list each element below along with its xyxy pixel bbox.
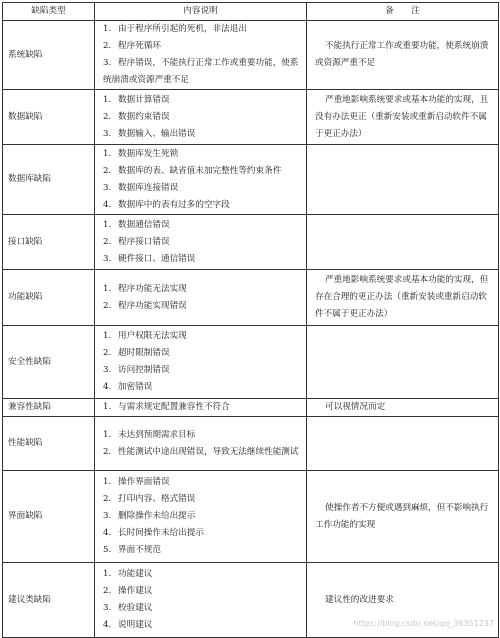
remark-cell (307, 471, 499, 563)
header-row (3, 3, 499, 21)
remark-text: 不能执行正常工作或重要功能，使系统崩溃或资源严重不足 (315, 41, 489, 68)
item-number: 2. (103, 111, 112, 122)
item-number: 4. (103, 528, 112, 538)
defect-type-cell: 界面缺陷 (3, 471, 95, 563)
item-number: 2. (103, 236, 112, 247)
item-number: 3. (103, 511, 112, 521)
remark-text: 可以视情况而定 (325, 402, 386, 412)
content-item (100, 298, 303, 315)
item-number: 4. (103, 199, 112, 210)
content-item (100, 362, 303, 379)
table-row (3, 270, 499, 326)
item-number: 3. (103, 182, 112, 193)
item-text: 数据库连接错误 (118, 182, 179, 193)
remark-text: 使操作者不方便或遇到麻烦，但不影响执行工作功能的实现 (315, 502, 489, 530)
item-number: 1. (103, 569, 112, 579)
defect-type-cell: 安全性缺陷 (3, 326, 95, 399)
item-text: 程序功能实现错误 (118, 300, 187, 311)
item-number: 3. (103, 58, 112, 68)
defect-type-cell: 数据缺陷 (3, 90, 95, 145)
content-cell (95, 90, 307, 145)
item-text: 用户权限无法实现 (118, 331, 187, 341)
item-text: 功能建议 (118, 569, 153, 579)
content-item (100, 234, 303, 251)
item-number: 3. (103, 603, 112, 613)
content-cell (95, 563, 307, 638)
item-text: 打印内容、格式错误 (118, 494, 196, 504)
item-text: 超时限制错误 (118, 348, 170, 358)
item-text: 数据库的表、缺省值未加完整性等约束条件 (118, 165, 282, 176)
item-number: 2. (103, 41, 112, 51)
remark-cell (307, 399, 499, 417)
content-item (100, 427, 303, 444)
header-remark: 备 注 (307, 3, 499, 21)
content-item (100, 600, 303, 617)
item-text: 程序错误，不能执行正常工作或重要功能，使系统崩溃或资源严重不足 (103, 58, 299, 85)
item-number: 1. (103, 402, 112, 412)
content-cell (95, 417, 307, 471)
item-number: 1. (103, 148, 112, 159)
content-item (100, 38, 303, 55)
content-item (100, 399, 303, 416)
item-number: 3. (103, 128, 112, 139)
table-row (3, 145, 499, 215)
item-text: 与需求规定配置兼容性不符合 (118, 402, 230, 412)
content-item (100, 617, 303, 634)
content-item (100, 281, 303, 298)
table-row (3, 471, 499, 563)
item-text: 硬件接口、通信错误 (118, 253, 196, 264)
table-row (3, 21, 499, 90)
table-row (3, 417, 499, 471)
remark-text: 严重地影响系统要求或基本功能的实现，且没有办法更正（重新安装或重新启动软件不属于更正办法） (315, 94, 489, 139)
content-item (100, 146, 303, 163)
item-text: 程序接口错误 (118, 236, 170, 247)
item-number: 1. (103, 24, 112, 34)
content-cell (95, 326, 307, 399)
item-number: 1. (103, 283, 112, 294)
item-text: 性能测试中途出现错误，导致无法继续性能测试 (118, 446, 299, 457)
item-number: 1. (103, 429, 112, 440)
remark-cell (307, 270, 499, 326)
content-item (100, 180, 303, 197)
item-text: 由于程序所引起的死机，非法退出 (118, 24, 247, 34)
table-row (3, 399, 499, 417)
content-item (100, 92, 303, 109)
remark-cell (307, 417, 499, 471)
content-item (100, 566, 303, 583)
item-text: 长时间操作未给出提示 (118, 528, 204, 538)
item-text: 数据库中的表有过多的空字段 (118, 199, 230, 210)
content-item (100, 163, 303, 180)
content-cell (95, 145, 307, 215)
item-text: 程序功能无法实现 (118, 283, 187, 294)
item-text: 删除操作未给出提示 (118, 511, 196, 521)
defect-type-cell: 系统缺陷 (3, 21, 95, 90)
content-item (100, 21, 303, 38)
watermark: https://blog.csdn.net/qq_36351237 (353, 619, 494, 628)
item-text: 操作界面错误 (118, 477, 170, 487)
item-number: 1. (103, 477, 112, 487)
content-cell (95, 270, 307, 326)
item-number: 3. (103, 365, 112, 375)
content-item (100, 525, 303, 542)
content-cell (95, 21, 307, 90)
content-item (100, 55, 303, 89)
item-text: 数据库发生死锁 (118, 148, 179, 159)
item-text: 数据约束错误 (118, 111, 170, 122)
remark-text: 严重地影响系统要求或基本功能的实现，但存在合理的更正办法（重新安装或重新启动软件不属于更正办法） (315, 275, 489, 319)
content-item (100, 491, 303, 508)
item-number: 2. (103, 165, 112, 176)
content-item (100, 345, 303, 362)
item-number: 1. (103, 94, 112, 105)
item-text: 数据通信错误 (118, 219, 170, 230)
table-row (3, 90, 499, 145)
header-defect-type: 缺陷类型 (3, 3, 95, 21)
table-row (3, 326, 499, 399)
content-item (100, 217, 303, 234)
item-text: 加密错误 (118, 382, 153, 392)
remark-cell (307, 21, 499, 90)
content-cell (95, 399, 307, 417)
defect-classification-table (2, 2, 499, 638)
remark-cell (307, 215, 499, 270)
item-number: 2. (103, 586, 112, 596)
content-item (100, 542, 303, 559)
item-number: 4. (103, 620, 112, 630)
content-item (100, 109, 303, 126)
content-cell (95, 471, 307, 563)
item-text: 程序死循环 (118, 41, 161, 51)
content-item (100, 508, 303, 525)
content-item (100, 444, 303, 461)
defect-type-cell: 建议类缺陷 (3, 563, 95, 638)
item-number: 5. (103, 545, 112, 555)
item-number: 1. (103, 219, 112, 230)
table-row (3, 215, 499, 270)
item-number: 2. (103, 300, 112, 311)
remark-text: 建议性的改进要求 (325, 594, 394, 605)
content-item (100, 328, 303, 345)
item-number: 1. (103, 331, 112, 341)
content-item (100, 474, 303, 491)
remark-cell (307, 326, 499, 399)
content-item (100, 197, 303, 214)
remark-cell (307, 145, 499, 215)
defect-type-cell: 性能缺陷 (3, 417, 95, 471)
content-item (100, 379, 303, 396)
content-item (100, 251, 303, 268)
item-text: 数据输入、输出错误 (118, 128, 196, 139)
defect-type-cell: 兼容性缺陷 (3, 399, 95, 417)
item-text: 说明建议 (118, 620, 153, 630)
item-number: 4. (103, 382, 112, 392)
remark-cell (307, 90, 499, 145)
content-item (100, 126, 303, 143)
item-number: 2. (103, 446, 112, 457)
item-number: 3. (103, 253, 112, 264)
item-text: 数据计算错误 (118, 94, 170, 105)
item-text: 未达到预期需求目标 (118, 429, 196, 440)
item-number: 2. (103, 494, 112, 504)
header-content: 内容说明 (95, 3, 307, 21)
defect-type-cell: 接口缺陷 (3, 215, 95, 270)
item-text: 访问控制错误 (118, 365, 170, 375)
content-cell (95, 215, 307, 270)
item-text: 界面不规范 (118, 545, 161, 555)
defect-type-cell: 功能缺陷 (3, 270, 95, 326)
item-number: 2. (103, 348, 112, 358)
item-text: 操作建议 (118, 586, 153, 596)
content-item (100, 583, 303, 600)
item-text: 校验建议 (118, 603, 153, 613)
defect-type-cell: 数据库缺陷 (3, 145, 95, 215)
